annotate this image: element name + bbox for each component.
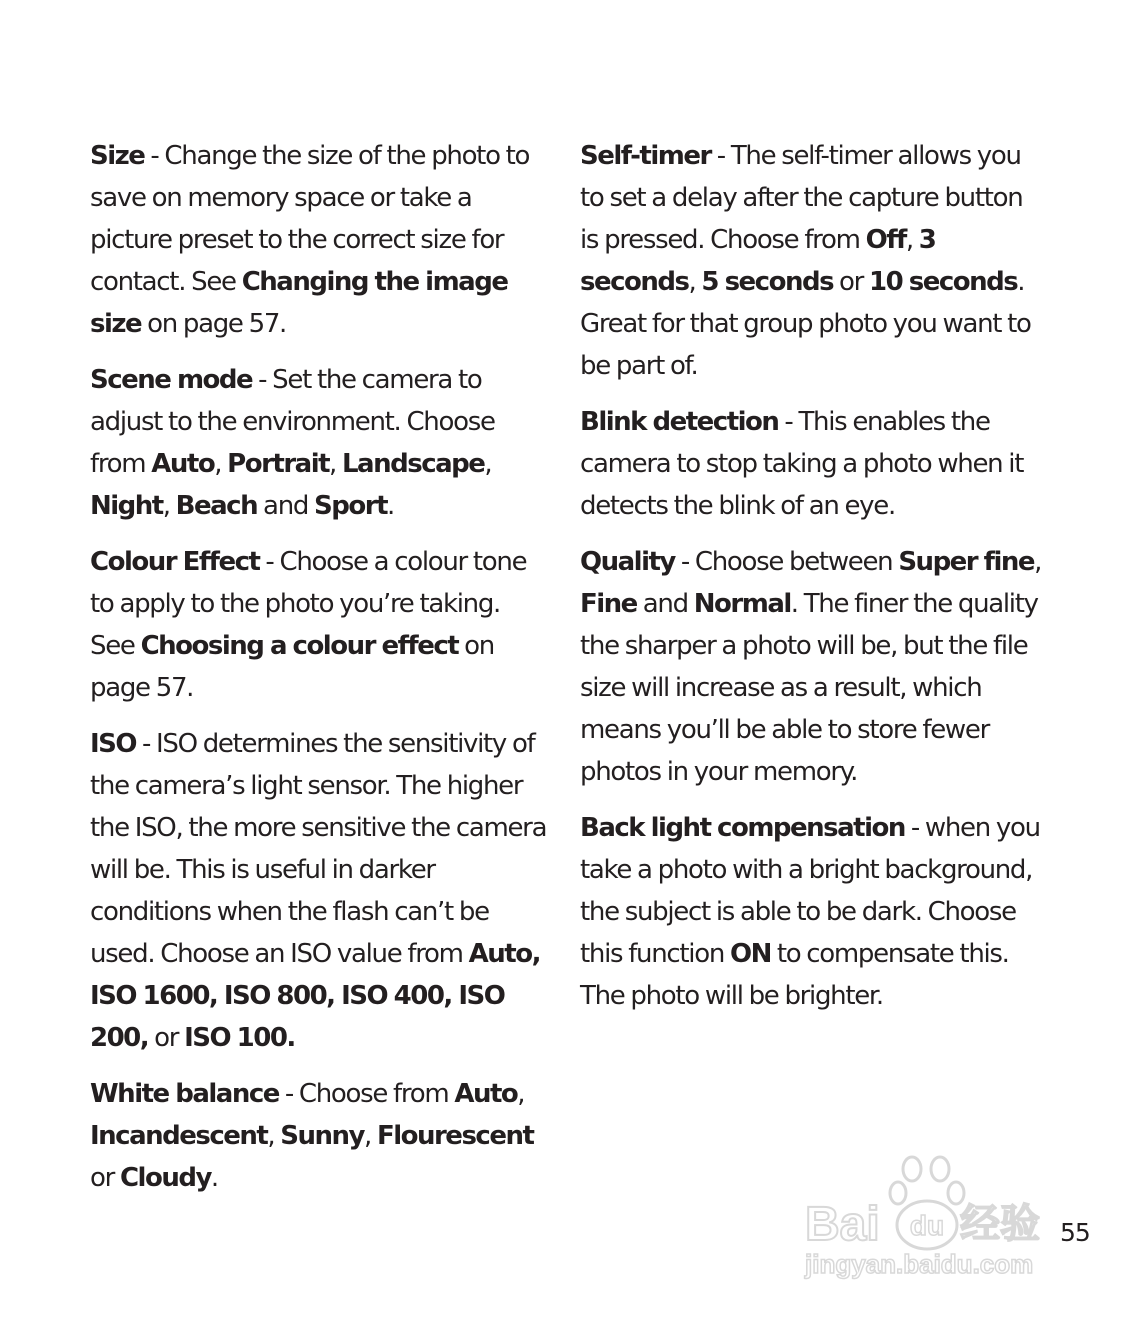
page-number: 55: [1060, 1218, 1090, 1247]
right-column: [580, 135, 1045, 1031]
back-light-paragraph: Back light compensation - when you take a photo with a bright background, the subject is able to be dark. Choose this function ON to compensate this. The photo will be brighter.: [580, 813, 1040, 1011]
baidu-watermark: [800, 1155, 1070, 1285]
watermark-url: jingyan.baidu.com: [805, 1249, 1034, 1279]
iso-paragraph: ISO - ISO determines the sensitivity of the camera’s light sensor. The higher the ISO, the more sensitive the camera will be. This is useful in darker conditions when the flash can’t be used. Choose an ISO value from Auto, ISO 1600, ISO 800, ISO 400, ISO 200, or ISO 100.: [90, 729, 547, 1053]
watermark-brand-latin: Bai: [805, 1198, 880, 1251]
watermark-brand-du: du: [909, 1210, 945, 1241]
left-column: [90, 135, 550, 1213]
size-paragraph: Size - Change the size of the photo to save on memory space or take a picture preset to the correct size for contact. See Changing the image size on page 57.: [90, 141, 530, 339]
blink-detection-paragraph: Blink detection - This enables the camera to stop taking a photo when it detects the blink of an eye.: [580, 407, 1024, 521]
paw-icon: [890, 1157, 964, 1204]
self-timer-paragraph: Self-timer - The self-timer allows you to set a delay after the capture button is pressed. Choose from Off, 3 seconds, 5 seconds or 10 seconds. Great for that group photo you want to be part of.: [580, 141, 1031, 381]
scene-mode-paragraph: Scene mode - Set the camera to adjust to the environment. Choose from Auto, Portrait, Landscape, Night, Beach and Sport.: [90, 365, 495, 521]
watermark-brand-cn: 经验: [960, 1201, 1040, 1247]
white-balance-paragraph: White balance - Choose from Auto, Incandescent, Sunny, Flourescent or Cloudy.: [90, 1079, 534, 1193]
colour-effect-paragraph: Colour Effect - Choose a colour tone to apply to the photo you’re taking. See Choosing a colour effect on page 57.: [90, 547, 527, 703]
quality-paragraph: Quality - Choose between Super fine, Fine and Normal. The finer the quality the sharper a photo will be, but the file size will increase as a result, which means you’ll be able to store fewer photos in your memory.: [580, 547, 1042, 787]
